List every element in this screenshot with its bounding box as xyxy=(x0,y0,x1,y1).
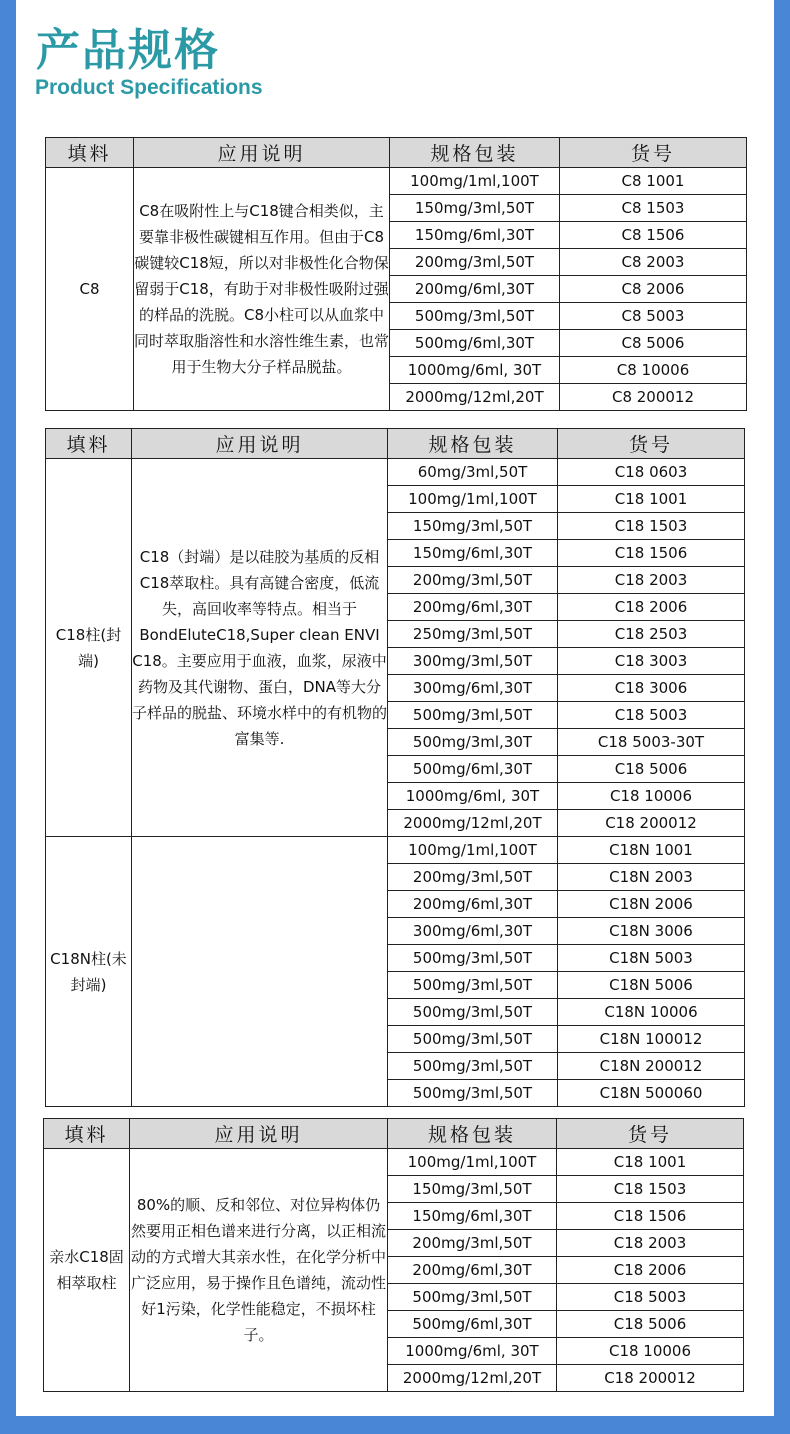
page-title: 产品规格 xyxy=(36,25,220,76)
description-header: 应用说明 xyxy=(134,138,390,168)
filler-header: 填料 xyxy=(44,1119,130,1149)
catalog-number-cell: C18N 500060 xyxy=(558,1080,745,1107)
package-header: 规格包装 xyxy=(390,138,560,168)
catalog-number-cell: C18N 5003 xyxy=(558,945,745,972)
package-cell: 300mg/6ml,30T xyxy=(388,918,558,945)
package-cell: 60mg/3ml,50T xyxy=(388,459,558,486)
catalog-number-cell: C18 0603 xyxy=(558,459,745,486)
page-subtitle: Product Specifications xyxy=(35,76,263,99)
catalog-number-cell: C18N 10006 xyxy=(558,999,745,1026)
package-cell: 150mg/6ml,30T xyxy=(388,1203,557,1230)
package-cell: 300mg/6ml,30T xyxy=(388,675,558,702)
package-cell: 2000mg/12ml,20T xyxy=(390,384,560,411)
package-cell: 150mg/3ml,50T xyxy=(390,195,560,222)
catalog-number-cell: C18N 3006 xyxy=(558,918,745,945)
catalog-number-cell: C18 10006 xyxy=(558,783,745,810)
filler-header: 填料 xyxy=(46,138,134,168)
catalog-number-cell: C18N 1001 xyxy=(558,837,745,864)
package-cell: 500mg/6ml,30T xyxy=(388,756,558,783)
catalog-number-cell: C18N 2003 xyxy=(558,864,745,891)
spec-table xyxy=(45,428,745,1107)
catalog-number-cell: C18 3006 xyxy=(558,675,745,702)
description-cell: C8在吸附性上与C18键合相类似，主要靠非极性碳键相互作用。但由于C8碳键较C18短，所以对非极性化合物保留弱于C18，有助于对非极性吸附过强的样品的洗脱。C8小柱可以从血浆中同时萃取脂溶性和水溶性维生素，也常用于生物大分子样品脱盐。 xyxy=(134,168,390,411)
package-cell: 150mg/3ml,50T xyxy=(388,513,558,540)
catalog-header: 货号 xyxy=(557,1119,744,1149)
package-cell: 500mg/3ml,50T xyxy=(388,702,558,729)
table-row xyxy=(46,837,745,864)
package-cell: 250mg/3ml,50T xyxy=(388,621,558,648)
description-cell: C18（封端）是以硅胶为基质的反相C18萃取柱。具有高键合密度，低流失，高回收率等特点。相当于BondEluteC18,Super clean ENVI C18。主要应用于血液，血浆，尿液中药物及其代谢物、蛋白，DNA等大分子样品的脱盐、环境水样中的有机物的富集等. xyxy=(132,459,388,837)
description-cell xyxy=(132,837,388,1107)
catalog-number-cell: C18 2006 xyxy=(557,1257,744,1284)
package-cell: 500mg/3ml,50T xyxy=(388,1284,557,1311)
catalog-number-cell: C8 2006 xyxy=(560,276,747,303)
filler-cell: C18N柱(未封端) xyxy=(46,837,132,1107)
package-cell: 150mg/6ml,30T xyxy=(388,540,558,567)
package-cell: 200mg/6ml,30T xyxy=(388,594,558,621)
catalog-number-cell: C18 200012 xyxy=(558,810,745,837)
package-cell: 200mg/3ml,50T xyxy=(388,864,558,891)
package-cell: 500mg/3ml,50T xyxy=(388,999,558,1026)
catalog-number-cell: C18 1503 xyxy=(557,1176,744,1203)
filler-header: 填料 xyxy=(46,429,132,459)
package-cell: 100mg/1ml,100T xyxy=(388,1149,557,1176)
catalog-number-cell: C8 200012 xyxy=(560,384,747,411)
package-cell: 300mg/3ml,50T xyxy=(388,648,558,675)
catalog-number-cell: C8 5006 xyxy=(560,330,747,357)
catalog-number-cell: C18 1503 xyxy=(558,513,745,540)
package-cell: 500mg/6ml,30T xyxy=(388,1311,557,1338)
package-cell: 150mg/6ml,30T xyxy=(390,222,560,249)
catalog-header: 货号 xyxy=(560,138,747,168)
catalog-number-cell: C18 2003 xyxy=(557,1230,744,1257)
package-cell: 1000mg/6ml, 30T xyxy=(388,783,558,810)
catalog-number-cell: C8 5003 xyxy=(560,303,747,330)
package-cell: 200mg/3ml,50T xyxy=(390,249,560,276)
table-row xyxy=(46,168,747,195)
filler-cell: C8 xyxy=(46,168,134,411)
package-cell: 100mg/1ml,100T xyxy=(388,486,558,513)
catalog-number-cell: C18 5003 xyxy=(557,1284,744,1311)
catalog-number-cell: C8 1503 xyxy=(560,195,747,222)
package-cell: 500mg/3ml,30T xyxy=(388,729,558,756)
package-cell: 100mg/1ml,100T xyxy=(388,837,558,864)
table-row xyxy=(44,1149,744,1176)
package-cell: 500mg/6ml,30T xyxy=(390,330,560,357)
spec-page xyxy=(16,0,774,1416)
table-header-row xyxy=(46,429,745,459)
catalog-header: 货号 xyxy=(558,429,745,459)
catalog-number-cell: C18 1506 xyxy=(557,1203,744,1230)
spec-table xyxy=(45,137,747,411)
package-cell: 500mg/3ml,50T xyxy=(390,303,560,330)
package-cell: 100mg/1ml,100T xyxy=(390,168,560,195)
package-cell: 200mg/3ml,50T xyxy=(388,1230,557,1257)
catalog-number-cell: C8 1001 xyxy=(560,168,747,195)
catalog-number-cell: C18 5003 xyxy=(558,702,745,729)
filler-cell: 亲水C18固相萃取柱 xyxy=(44,1149,130,1392)
package-cell: 2000mg/12ml,20T xyxy=(388,810,558,837)
catalog-number-cell: C18N 5006 xyxy=(558,972,745,999)
package-cell: 2000mg/12ml,20T xyxy=(388,1365,557,1392)
catalog-number-cell: C18 200012 xyxy=(557,1365,744,1392)
package-cell: 1000mg/6ml, 30T xyxy=(390,357,560,384)
table-row xyxy=(46,459,745,486)
filler-cell: C18柱(封端) xyxy=(46,459,132,837)
package-cell: 200mg/6ml,30T xyxy=(388,891,558,918)
catalog-number-cell: C18 2006 xyxy=(558,594,745,621)
catalog-number-cell: C18 1001 xyxy=(557,1149,744,1176)
package-cell: 500mg/3ml,50T xyxy=(388,1053,558,1080)
catalog-number-cell: C18 1001 xyxy=(558,486,745,513)
catalog-number-cell: C18 5006 xyxy=(558,756,745,783)
catalog-number-cell: C18 10006 xyxy=(557,1338,744,1365)
package-cell: 1000mg/6ml, 30T xyxy=(388,1338,557,1365)
package-cell: 500mg/3ml,50T xyxy=(388,1026,558,1053)
catalog-number-cell: C18 1506 xyxy=(558,540,745,567)
description-header: 应用说明 xyxy=(132,429,388,459)
spec-table xyxy=(43,1118,744,1392)
package-cell: 500mg/3ml,50T xyxy=(388,972,558,999)
package-cell: 500mg/3ml,50T xyxy=(388,1080,558,1107)
catalog-number-cell: C18 5003-30T xyxy=(558,729,745,756)
catalog-number-cell: C8 2003 xyxy=(560,249,747,276)
catalog-number-cell: C18 2003 xyxy=(558,567,745,594)
catalog-number-cell: C8 1506 xyxy=(560,222,747,249)
package-cell: 150mg/3ml,50T xyxy=(388,1176,557,1203)
catalog-number-cell: C18N 200012 xyxy=(558,1053,745,1080)
catalog-number-cell: C18N 2006 xyxy=(558,891,745,918)
table-header-row xyxy=(44,1119,744,1149)
package-cell: 200mg/6ml,30T xyxy=(388,1257,557,1284)
package-cell: 500mg/3ml,50T xyxy=(388,945,558,972)
package-cell: 200mg/3ml,50T xyxy=(388,567,558,594)
catalog-number-cell: C18 3003 xyxy=(558,648,745,675)
package-cell: 200mg/6ml,30T xyxy=(390,276,560,303)
description-header: 应用说明 xyxy=(130,1119,388,1149)
catalog-number-cell: C8 10006 xyxy=(560,357,747,384)
package-header: 规格包装 xyxy=(388,1119,557,1149)
catalog-number-cell: C18N 100012 xyxy=(558,1026,745,1053)
package-header: 规格包装 xyxy=(388,429,558,459)
table-header-row xyxy=(46,138,747,168)
catalog-number-cell: C18 2503 xyxy=(558,621,745,648)
catalog-number-cell: C18 5006 xyxy=(557,1311,744,1338)
description-cell: 80%的顺、反和邻位、对位异构体仍然要用正相色谱来进行分离，以正相流动的方式增大其亲水性，在化学分析中广泛应用，易于操作且色谱纯，流动性好1污染，化学性能稳定，不损坏柱子。 xyxy=(130,1149,388,1392)
